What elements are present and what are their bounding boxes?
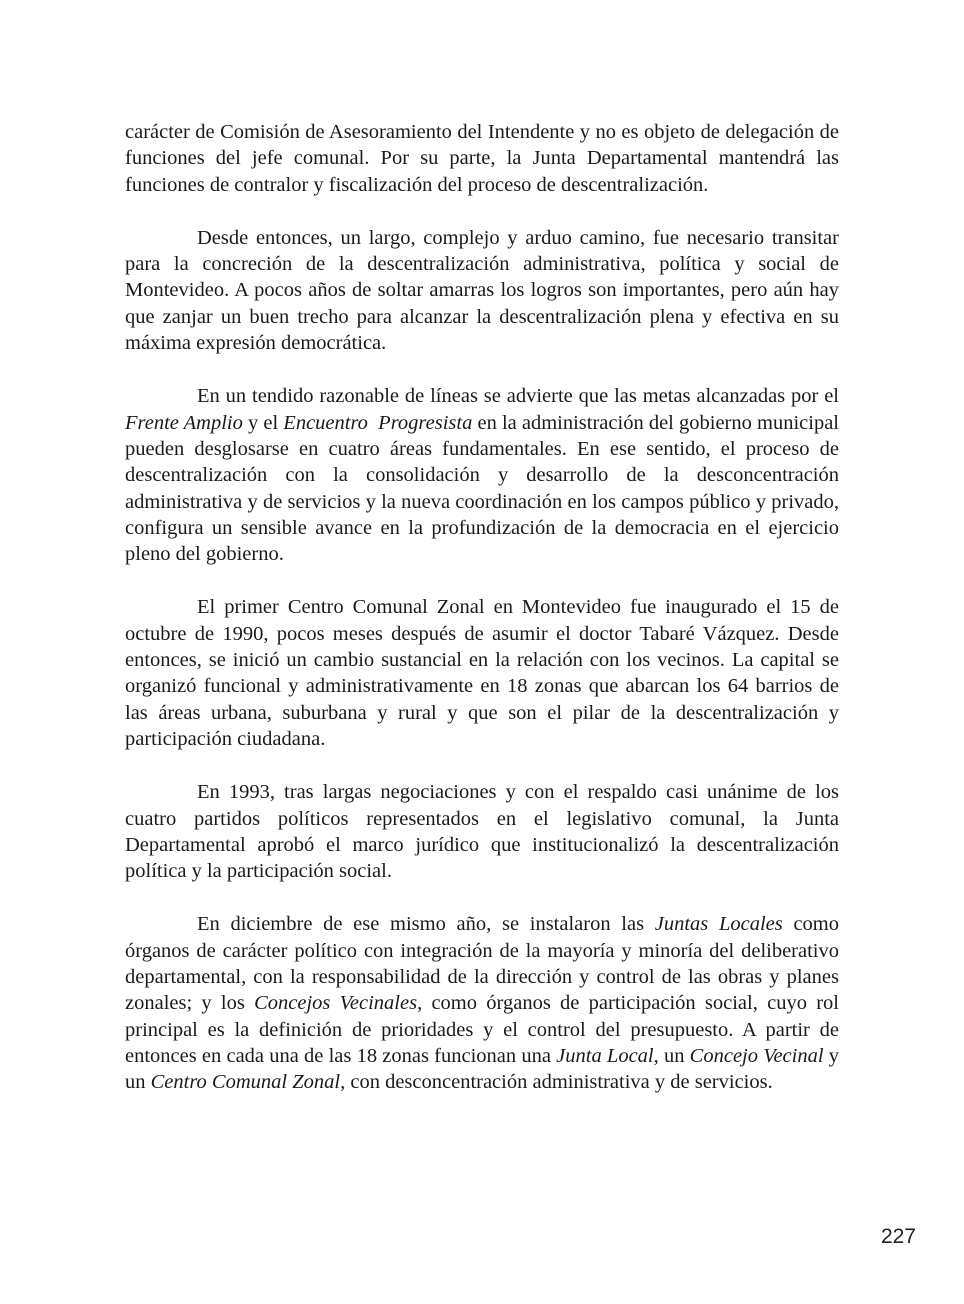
page-number: 227 xyxy=(880,1225,916,1248)
paragraph-text: Desde entonces, un largo, complejo y arduo camino, fue necesario transitar para la concreción de la descentralización administrativa, política y social de Montevideo. A pocos años de soltar amarras los logros son importantes, pero aún hay que zanjar un buen trecho para alcanzar la descentralización plena y efectiva en su máxima expresión democrática. xyxy=(125,226,839,355)
paragraph-6 xyxy=(125,911,839,1095)
paragraph-text: en la administración del gobierno municipal pueden desglosarse en cuatro áreas fundamentales. En ese sentido, el proceso de descentralización con la consolidación y desarrollo de la desconcentración administrativa y de servicios y la nueva coordinación en los campos público y privado, configura un sensible avance en la profundización de la democracia en el ejercicio pleno del gobierno. xyxy=(125,411,839,566)
paragraph-4 xyxy=(125,594,839,752)
paragraph-5 xyxy=(125,779,839,884)
paragraph-text: , como órganos de participación social, cuyo rol principal es la definición de prioridades y el control del presupuesto. A partir de entonces en cada una de las 18 zonas funcionan una xyxy=(125,992,839,1067)
paragraph-text: y el xyxy=(242,411,284,434)
paragraph-text: como órganos de carácter político con integración de la mayoría y minoría del deliberativo departamental, con la responsabilidad de la dirección y control de las obras y planes zonales; y los xyxy=(125,913,840,1015)
italic-term: Junta Local xyxy=(556,1044,654,1067)
paragraph-2 xyxy=(125,225,839,356)
italic-term: Encuentro Progresista xyxy=(283,411,473,434)
paragraph-text: , un xyxy=(653,1044,690,1067)
paragraph-text: En un tendido razonable de líneas se advierte que las metas alcanzadas por el xyxy=(197,385,839,408)
italic-term: Centro Comunal Zonal xyxy=(150,1071,341,1094)
paragraph-1 xyxy=(125,119,839,198)
paragraph-text: carácter de Comisión de Asesoramiento del Intendente y no es objeto de delegación de funciones del jefe comunal. Por su parte, la Junta Departamental mantendrá las funciones de contralor y fiscalización del proceso de descentralización. xyxy=(125,121,839,196)
body-text xyxy=(125,119,839,1123)
paragraph-text: En diciembre de ese mismo año, se instalaron las xyxy=(197,913,655,936)
italic-term: Concejos Vecinales xyxy=(254,992,418,1015)
paragraph-text: y un xyxy=(125,1044,840,1094)
paragraph-text: , con desconcentración administrativa y de servicios. xyxy=(340,1071,773,1094)
paragraph-text: En 1993, tras largas negociaciones y con el respaldo casi unánime de los cuatro partidos políticos representados en el legislativo comunal, la Junta Departamental aprobó el marco jurídico que institucionalizó la descentralización política y la participación social. xyxy=(125,781,839,883)
italic-term: Frente Amplio xyxy=(125,411,243,434)
italic-term: Juntas Locales xyxy=(654,913,783,936)
paragraph-3 xyxy=(125,383,839,567)
italic-term: Concejo Vecinal xyxy=(689,1044,824,1067)
paragraph-text: El primer Centro Comunal Zonal en Montevideo fue inaugurado el 15 de octubre de 1990, pocos meses después de asumir el doctor Tabaré Vázquez. Desde entonces, se inició un cambio sustancial en la relación con los vecinos. La capital se organizó funcional y administrativamente en 18 zonas que abarcan los 64 barrios de las áreas urbana, suburbana y rural y que son el pilar de la descentralización y participación ciudadana. xyxy=(125,596,839,750)
